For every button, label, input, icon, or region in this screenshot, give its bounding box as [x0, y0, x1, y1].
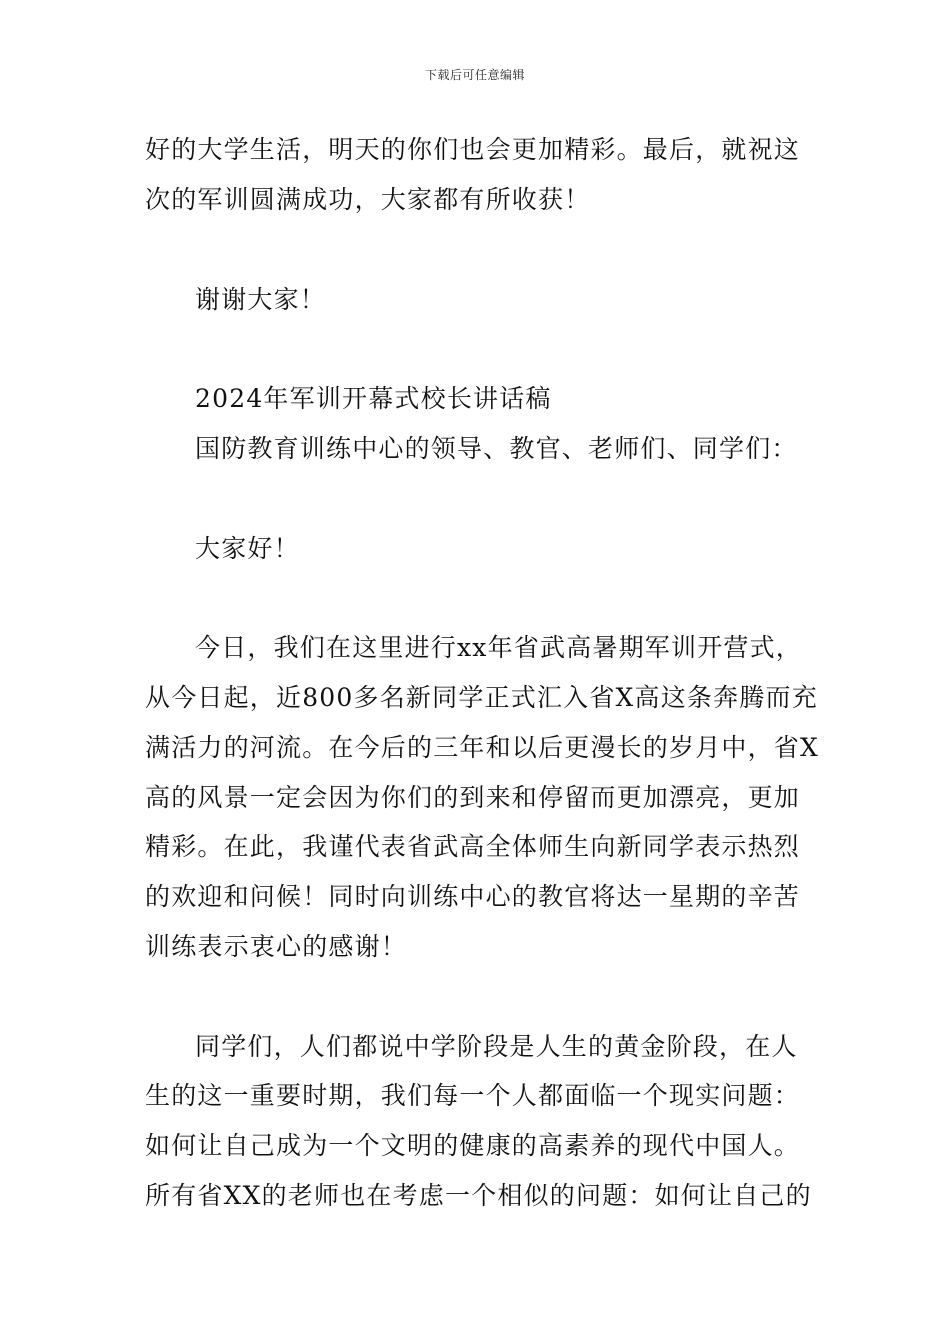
salutation: 国防教育训练中心的领导、教官、老师们、同学们：	[195, 434, 798, 463]
text-line: 训练表示衷心的感谢！	[145, 932, 408, 961]
text-line: 如何让自己成为一个文明的健康的高素养的现代中国人。	[145, 1131, 801, 1160]
page-header-note: 下载后可任意编辑	[424, 68, 525, 82]
speech-title: 2024年军训开幕式校长讲话稿	[195, 384, 552, 413]
text-line: 同学们，人们都说中学阶段是人生的黄金阶段，在人	[195, 1032, 798, 1061]
text-line: 所有省XX的老师也在考虑一个相似的问题：如何让自己的	[145, 1181, 812, 1210]
text-line: 从今日起，近800多名新同学正式汇入省X高这条奔腾而充	[145, 683, 818, 712]
text-line: 好的大学生活，明天的你们也会更加精彩。最后，就祝这	[145, 135, 801, 164]
text-line: 满活力的河流。在今后的三年和以后更漫长的岁月中，省X	[145, 733, 820, 762]
text-line: 高的风景一定会因为你们的到来和停留而更加漂亮，更加	[145, 783, 801, 812]
text-line: 次的军训圆满成功，大家都有所收获！	[145, 185, 591, 214]
text-line: 精彩。在此，我谨代表省武高全体师生向新同学表示热烈	[145, 832, 801, 861]
text-line: 谢谢大家！	[195, 285, 327, 314]
text-line: 生的这一重要时期，我们每一个人都面临一个现实问题：	[145, 1081, 801, 1110]
text-line: 今日，我们在这里进行xx年省武高暑期军训开营式，	[195, 633, 803, 662]
text-line: 大家好！	[195, 534, 300, 563]
text-line: 的欢迎和问候！同时向训练中心的教官将达一星期的辛苦	[145, 882, 801, 911]
